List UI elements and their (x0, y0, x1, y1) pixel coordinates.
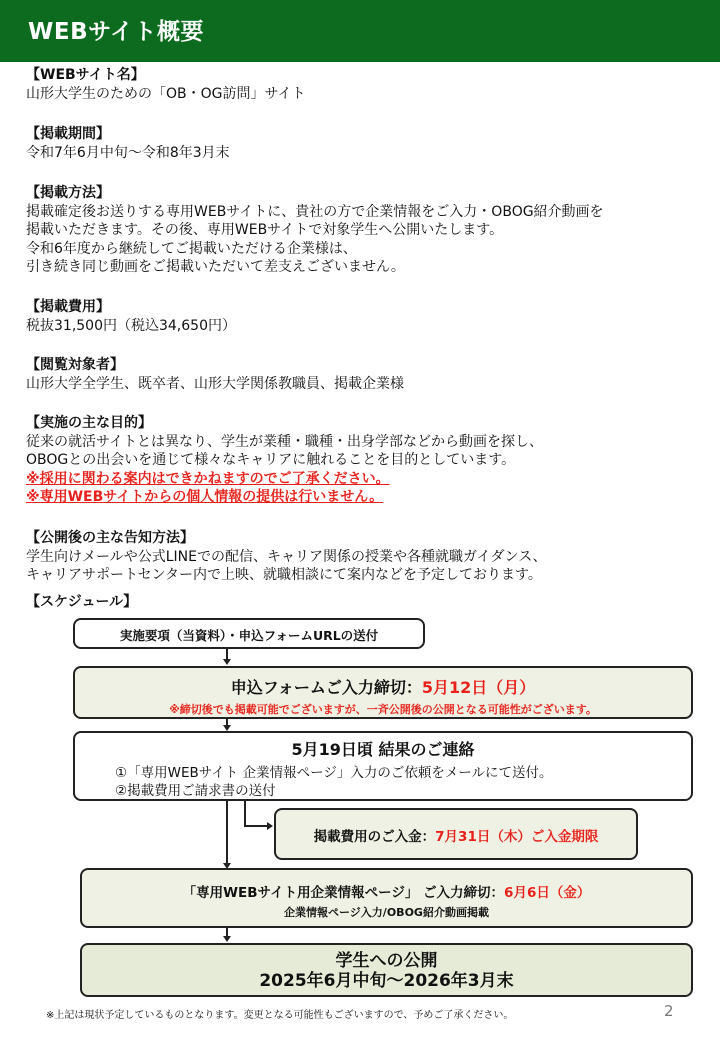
site-name-heading: 【WEBサイト名】 (26, 67, 145, 83)
section-notice (26, 529, 547, 585)
flow-connector (226, 801, 228, 863)
section-schedule (26, 593, 137, 612)
method-heading: 【掲載方法】 (26, 185, 110, 201)
flow-connector (226, 928, 228, 936)
payment-label: 掲載費用のご入金： (313, 829, 436, 845)
page-number: 2 (664, 1002, 674, 1020)
purpose-heading: 【実施の主な目的】 (26, 415, 152, 431)
company-page-deadline-sub: 企業情報ページ入力/OBOG紹介動画掲載 (284, 906, 489, 919)
footnote: ※上記は現状予定しているものとなります。変更となる可能性もございますので、予めご了承ください。 (46, 1010, 514, 1021)
section-fee (26, 298, 236, 335)
purpose-warning: ※専用WEBサイトからの個人情報の提供は行いません。 (26, 489, 384, 505)
section-audience (26, 356, 404, 393)
flow-step-company-page-deadline (80, 868, 693, 928)
notice-line: 学生向けメールや公式LINEでの配信、キャリア関係の授業や各種就職ガイダンス、 (26, 548, 547, 565)
method-line: 引き続き同じ動画をご掲載いただいて差支えございません。 (26, 259, 405, 275)
publication-period: 2025年6月中旬～2026年3月末 (259, 971, 514, 991)
method-line: 令和6年度から継続してご掲載いただける企業様は、 (26, 240, 357, 257)
purpose-line: 従来の就活サイトとは異なり、学生が業種・職種・出身学部などから動画を探し、 (26, 433, 544, 450)
period-text: 令和7年6月中旬～令和8年3月末 (26, 144, 230, 161)
notice-heading: 【公開後の主な告知方法】 (26, 530, 194, 546)
result-contact-title: 5月19日頃 結果のご連絡 (291, 740, 475, 759)
flow-connector-branch (244, 825, 268, 827)
flow-step-application-deadline (73, 666, 693, 719)
flow-connector (226, 649, 228, 659)
publication-title: 学生への公開 (335, 951, 438, 971)
section-method (26, 184, 604, 277)
header-bar (0, 0, 720, 62)
flow-step-send-label: 実施要項（当資料）・申込フォームURLの送付 (119, 628, 379, 643)
section-purpose (26, 414, 543, 507)
audience-heading: 【閲覧対象者】 (26, 357, 124, 373)
notice-line: キャリアサポートセンター内で上映、就職相談にて案内などを予定しております。 (26, 567, 542, 583)
flow-step-send-guidelines (73, 618, 425, 649)
page-title: WEBサイト概要 (28, 19, 205, 45)
fee-heading: 【掲載費用】 (26, 299, 110, 315)
flow-step-payment (274, 808, 638, 860)
fee-text: 税抜31,500円（税込34,650円） (26, 317, 236, 334)
method-line: 掲載確定後お送りする専用WEBサイトに、貴社の方で企業情報をご入力・OBOG紹介動画を (26, 203, 604, 220)
section-period (26, 125, 230, 162)
application-deadline-note: ※締切後でも掲載可能でございますが、一斉公開後の公開となる可能性がございます。 (169, 703, 597, 716)
section-site-name (26, 66, 306, 103)
flow-connector-branch (244, 801, 246, 827)
application-deadline-label: 申込フォームご入力締切： (230, 678, 422, 697)
company-page-deadline-label: 「専用WEBサイト用企業情報ページ」 ご入力締切： (182, 885, 505, 901)
flow-step-publication (80, 943, 693, 997)
site-name-text: 山形大学生のための「OB・OG訪問」サイト (26, 85, 306, 102)
application-deadline-date: 5月12日（月） (421, 678, 536, 697)
result-contact-line1: ①「専用WEBサイト 企業情報ページ」入力のご依頼をメールにて送付。 (115, 765, 553, 781)
audience-text: 山形大学全学生、既卒者、山形大学関係教職員、掲載企業様 (26, 375, 404, 392)
period-heading: 【掲載期間】 (26, 126, 110, 142)
arrow-down-icon (223, 936, 231, 942)
schedule-heading: 【スケジュール】 (26, 594, 138, 610)
purpose-warning: ※採用に関わる案内はできかねますのでご了承ください。 (26, 470, 390, 487)
payment-deadline: 7月31日（木）ご入金期限 (435, 829, 599, 845)
flow-step-result-contact (73, 731, 693, 801)
company-page-deadline-date: 6月6日（金） (504, 885, 591, 901)
arrow-down-icon (223, 659, 231, 665)
arrow-right-icon (267, 822, 273, 830)
method-line: 掲載いただきます。その後、専用WEBサイトで対象学生へ公開いたします。 (26, 222, 504, 238)
purpose-line: OBOGとの出会いを通じて様々なキャリアに触れることを目的としています。 (26, 452, 516, 468)
result-contact-line2: ②掲載費用ご請求書の送付 (115, 783, 276, 799)
